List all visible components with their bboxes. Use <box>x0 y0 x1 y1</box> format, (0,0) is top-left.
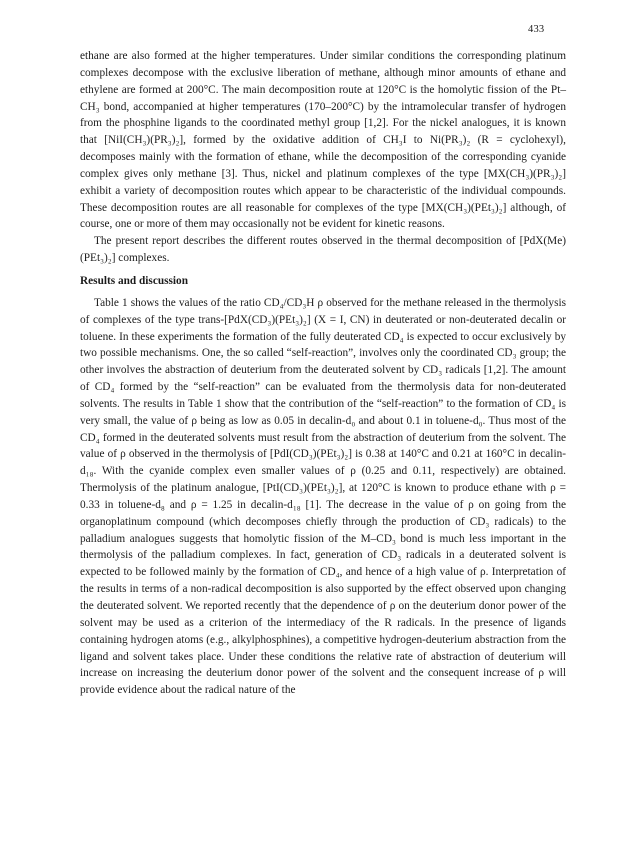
page-number: 433 <box>528 24 545 35</box>
article-body <box>80 48 566 699</box>
paragraph-present-report: The present report describes the different routes observed in the thermal decomposition of [PdX(Me)(PEt₃)₂] complexes. <box>80 235 566 265</box>
paragraph-continued: ethane are also formed at the higher temperatures. Under similar conditions the corresponding platinum complexes decompose with the exclusive liberation of methane, although minor amounts of ethane and ethylene are formed at 200°C. The main decomposition route at 120°C is the homolytic fission of the Pt–CH₃ bond, accompanied at higher temperatures (170–200°C) by the intramolecular transfer of hydrogen from the phosphine ligands to the coordinated methyl group [1,2]. For the nickel analogues, it is known that [NiI(CH₃)(PR₃)₂], formed by the oxidative addition of CH₃I to Ni(PR₃)₂ (R = cyclohexyl), decomposes mainly with the formation of ethane, while the decomposition of the corresponding cyanide complex gives only methane [3]. Thus, nickel and platinum complexes of the type [MX(CH₃)(PR₃)₂] exhibit a variety of decomposition routes which appear to be characteristic of the individual compounds. These decomposition routes are all reasonable for complexes of the type [MX(CH₃)(PEt₃)₂] although, of course, one or more of them may occasionally not be evident for kinetic reasons. <box>80 50 566 231</box>
paragraph-results: Table 1 shows the values of the ratio CD₄/CD₃H ρ observed for the methane released in the thermolysis of complexes of the type trans-[PdX(CD₃)(PEt₃)₂] (X = I, CN) in deuterated or non-deuterated decalin or toluene. In these experiments the formation of the fully deuterated CD₄ is expected to occur exclusively by two possible mechanisms. One, the so called “self-reaction”, involves only the coordinated CD₃ group; the other involves the abstraction of deuterium from the deuterated solvent by CD₃ radicals [1,2]. The amount of CD₄ formed by the “self-reaction” can be evaluated from the thermolysis data for non-deuterated solvents. The results in Table 1 show that the contribution of the “self-reaction” to the formation of CD₄ is very small, the value of ρ being as low as 0.05 in decalin-d₀ and about 0.1 in toluene-d₀. Thus most of the CD₄ formed in the deuterated solvents must result from the abstraction of deuterium from the solvent. The value of ρ observed in the thermolysis of [PdI(CD₃)(PEt₃)₂] is 0.38 at 140°C and 0.21 at 160°C in decalin-d₁₈. With the cyanide complex even smaller values of ρ (0.25 and 0.11, respectively) are obtained. Thermolysis of the platinum analogue, [PtI(CD₃)(PEt₃)₂], at 120°C is known to produce ethane with ρ = 0.33 in toluene-d₈ and ρ = 1.25 in decalin-d₁₈ [1]. The decrease in the value of ρ on going from the organoplatinum compound (which decomposes chiefly through the production of CD₃ radicals) to the palladium analogues suggests that homolytic fission of the M–CD₃ bond is much less important in the thermolysis of the palladium complexes. In fact, generation of CD₃ radicals in a deuterated solvent is expected to be followed mainly by the formation of CD₄, and hence of a high value of ρ. Interpretation of the results in terms of a non-radical decomposition is also supported by the effect observed upon changing the deuterated solvent. We reported recently that the dependence of ρ on the deuterium donor power of the solvent may be used as a criterion of the intermediacy of the R radicals. In the presence of ligands containing hydrogen atoms (e.g., alkylphosphines), a competitive hydrogen-deuterium abstraction from the ligand and solvent takes place. Under these conditions the relative rate of abstraction of deuterium will increase on increasing the deuterium donor power of the solvent and the consequent increase of ρ will provide evidence about the radical nature of the <box>80 296 566 697</box>
section-heading: Results and discussion <box>80 274 188 287</box>
